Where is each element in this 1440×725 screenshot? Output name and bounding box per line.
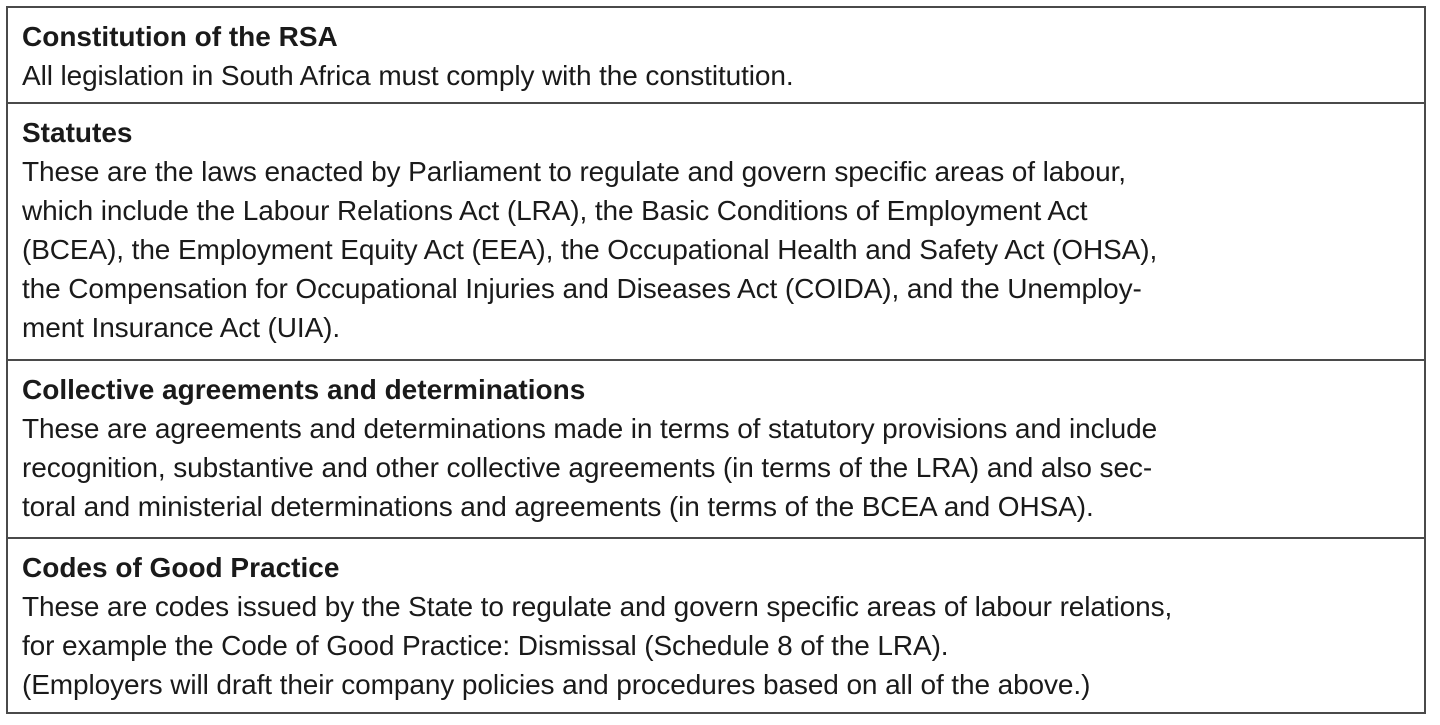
section-codes-of-good-practice bbox=[8, 539, 1424, 712]
section-statutes bbox=[8, 104, 1424, 361]
section-title: Codes of Good Practice bbox=[22, 552, 340, 583]
section-text-line: These are the laws enacted by Parliament to regulate and govern specific areas of labour, bbox=[22, 156, 1126, 187]
section-text-line: which include the Labour Relations Act (LRA), the Basic Conditions of Employment Act bbox=[22, 195, 1088, 226]
section-text-line: ment Insurance Act (UIA). bbox=[22, 312, 341, 343]
section-text-line: the Compensation for Occupational Injuries and Diseases Act (COIDA), and the Unemploy- bbox=[22, 273, 1142, 304]
section-text-line: These are codes issued by the State to regulate and govern specific areas of labour relations, bbox=[22, 591, 1173, 622]
section-title: Collective agreements and determinations bbox=[22, 374, 586, 405]
section-constitution bbox=[8, 8, 1424, 104]
section-text-line: (BCEA), the Employment Equity Act (EEA), the Occupational Health and Safety Act (OHSA), bbox=[22, 234, 1158, 265]
section-text-line: for example the Code of Good Practice: Dismissal (Schedule 8 of the LRA). bbox=[22, 630, 949, 661]
section-collective-agreements bbox=[8, 361, 1424, 539]
section-text-line: recognition, substantive and other collective agreements (in terms of the LRA) and also sec- bbox=[22, 452, 1153, 483]
section-text-line: All legislation in South Africa must comply with the constitution. bbox=[22, 60, 794, 91]
section-text-line: These are agreements and determinations made in terms of statutory provisions and include bbox=[22, 413, 1158, 444]
section-title: Constitution of the RSA bbox=[22, 21, 338, 52]
section-text-line: toral and ministerial determinations and agreements (in terms of the BCEA and OHSA). bbox=[22, 491, 1094, 522]
legislation-hierarchy-table bbox=[6, 6, 1426, 714]
section-title: Statutes bbox=[22, 117, 133, 148]
section-text-line: (Employers will draft their company policies and procedures based on all of the above.) bbox=[22, 669, 1091, 700]
